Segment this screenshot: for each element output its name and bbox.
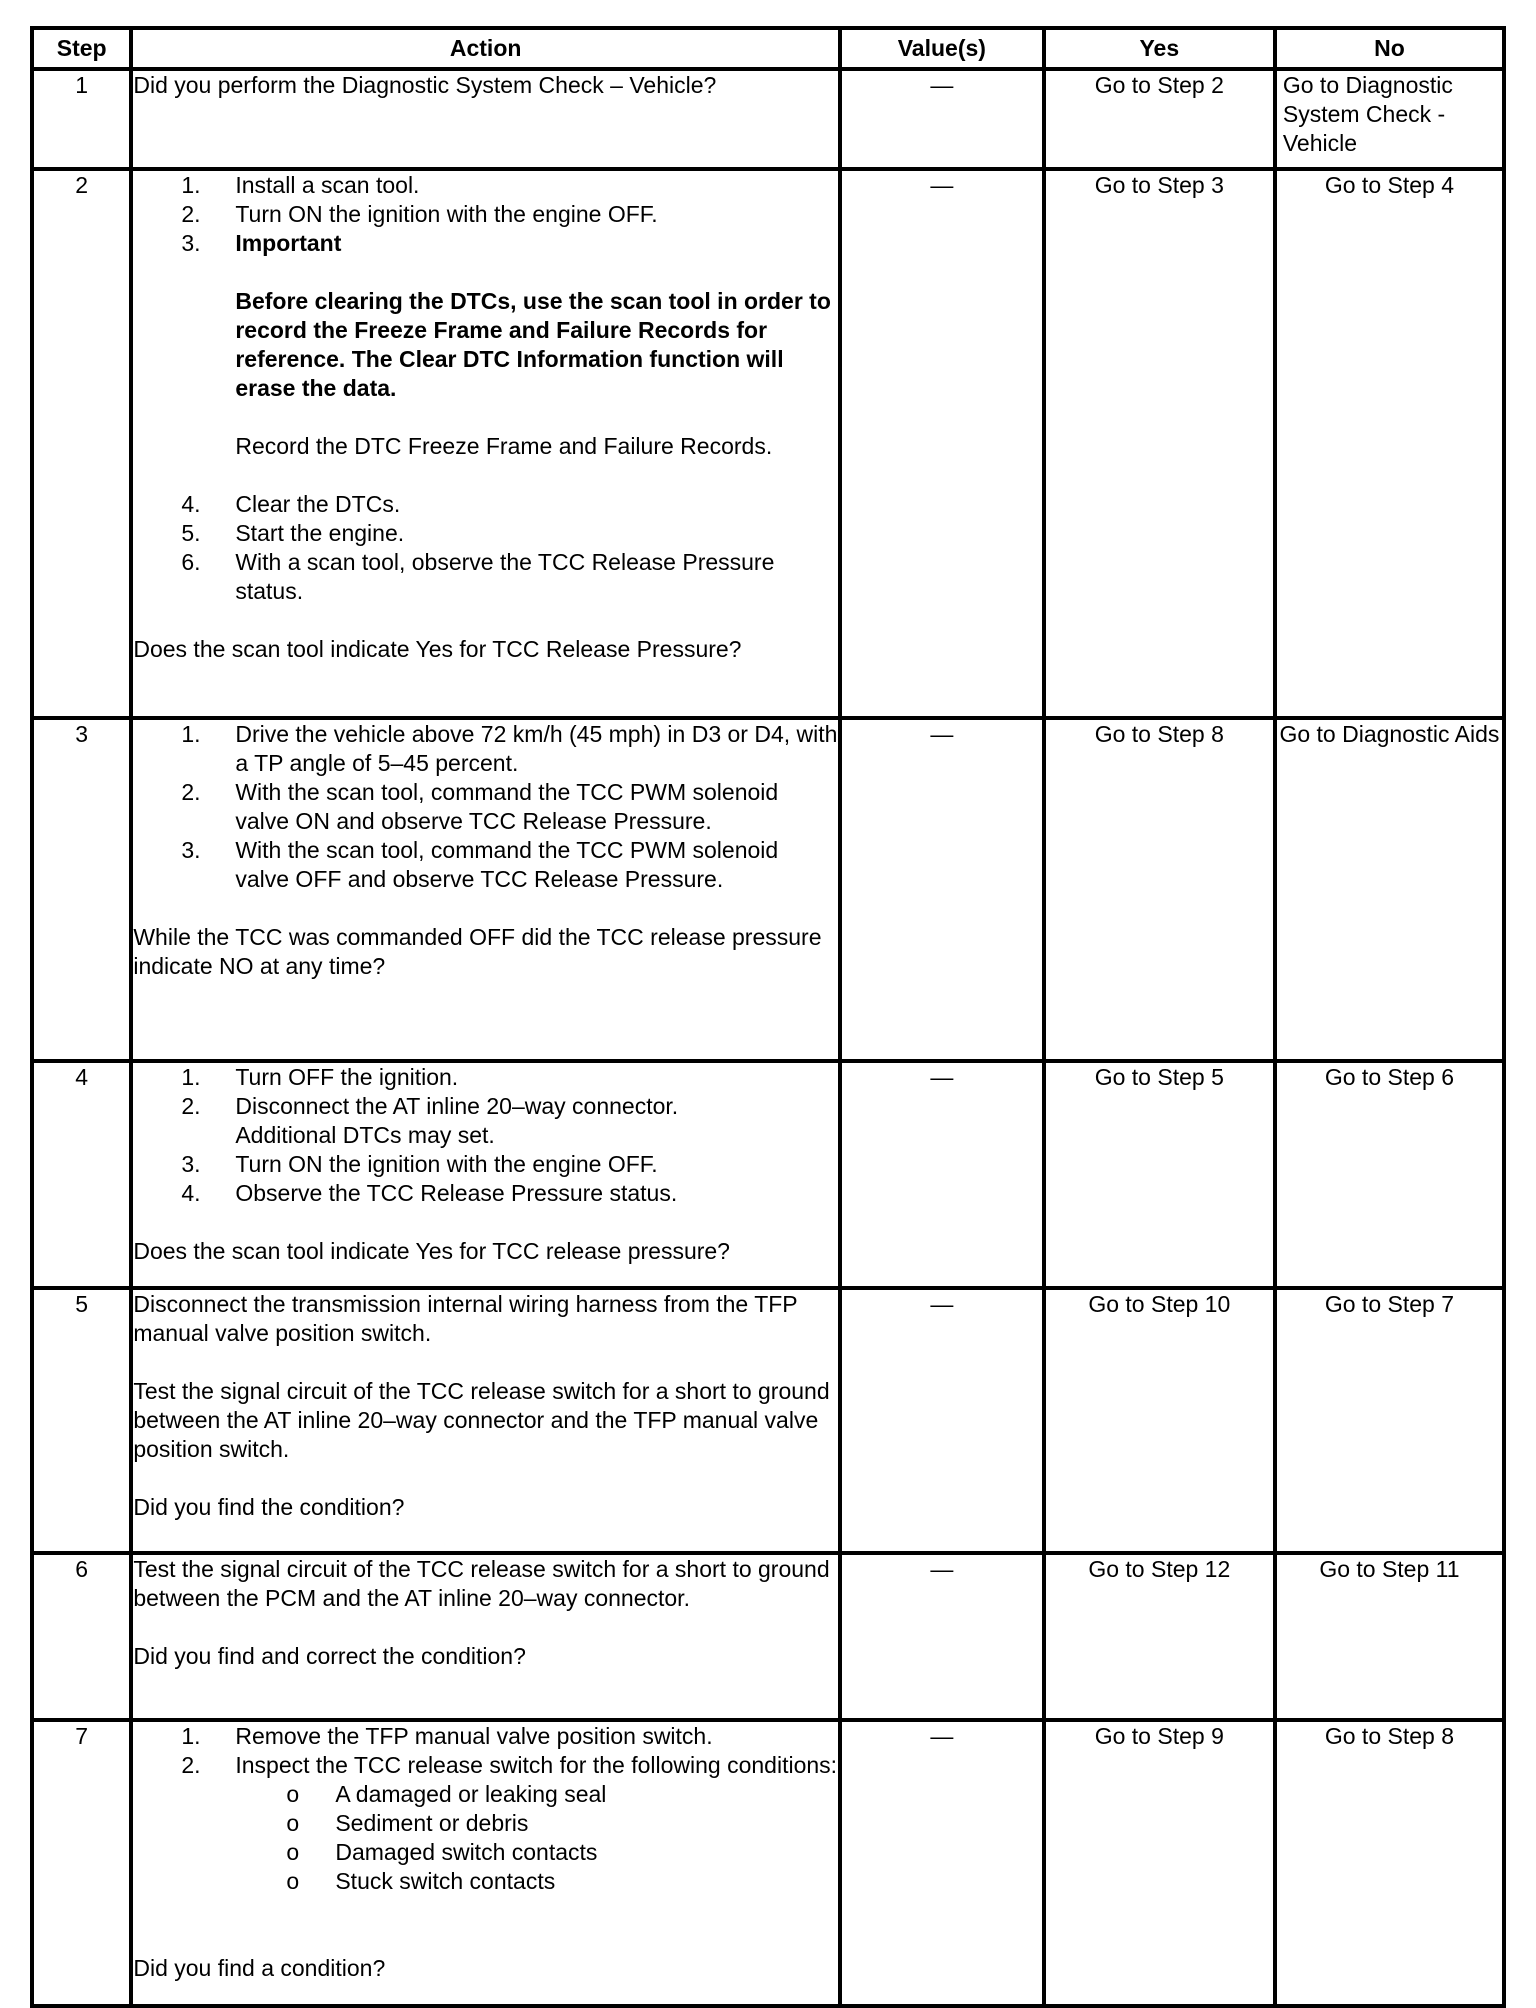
list-item: 2. With the scan tool, command the TCC PWM solenoid valve ON and observe TCC Release Pressure. [181,779,779,834]
record-text: Record the DTC Freeze Frame and Failure Records. [235,433,773,459]
list-item: 1. Drive the vehicle above 72 km/h (45 mph) in D3 or D4, with a TP angle of 5–45 percent. [181,721,838,776]
bullet-item: o Sediment or debris [286,1810,529,1836]
circle-bullet-icon: o [286,1810,300,1836]
circle-bullet-icon: o [286,1868,300,1894]
list-item: 1. Install a scan tool. [181,172,420,198]
no-cell: Go to Step 6 [1277,1063,1506,1290]
list-item: 6. With a scan tool, observe the TCC Release Pressure status. [181,549,775,604]
action-cell [133,1555,842,1722]
value-cell: — [842,171,1046,720]
list-item: 5. Start the engine. [181,520,405,546]
action-cell [133,1290,842,1555]
circle-bullet-icon: o [286,1839,300,1865]
list-item: 4. Observe the TCC Release Pressure status. [181,1180,678,1206]
bullet-list [133,1780,838,1896]
step-number: 3 [34,720,133,1063]
action-cell [133,1722,842,2008]
bullet-item: o A damaged or leaking seal [286,1781,607,1807]
question-text: Did you perform the Diagnostic System Check – Vehicle? [133,72,717,98]
important-note: Before clearing the DTCs, use the scan tool in order to record the Freeze Frame and Failure Records for reference. The Clear DTC Information function will erase the data. [235,288,831,401]
value-cell: — [842,1063,1046,1290]
numbered-list [133,1722,838,1780]
list-item: 3. Turn ON the ignition with the engine OFF. [181,1151,658,1177]
circle-bullet-icon: o [286,1781,300,1807]
no-cell: Go to Step 4 [1277,171,1506,720]
list-item: 3. Important [181,230,342,256]
numbered-list [133,171,838,606]
header-values: Value(s) [842,30,1046,71]
header-row [34,30,1506,71]
value-cell: — [842,1555,1046,1722]
header-step: Step [34,30,133,71]
list-item: 1. Remove the TFP manual valve position switch. [181,1723,713,1749]
list-item: 2. Disconnect the AT inline 20–way connector. [181,1093,679,1119]
numbered-list [133,720,838,894]
no-cell: Go to Diagnostic System Check - Vehicle [1277,71,1506,171]
action-paragraph: Disconnect the transmission internal wiring harness from the TFP manual valve position switch. [133,1291,798,1346]
yes-cell: Go to Step 3 [1046,171,1277,720]
step-number: 5 [34,1290,133,1555]
action-cell [133,1063,842,1290]
bullet-item: o Damaged switch contacts [286,1839,598,1865]
question-text: Did you find a condition? [133,1955,386,1981]
diagnostic-table [30,26,1506,2008]
table-row [34,71,1506,171]
list-item: 1. Turn OFF the ignition. [181,1064,459,1090]
table-row [34,1722,1506,2008]
list-item: 4. Clear the DTCs. [181,491,401,517]
list-item: 2. Inspect the TCC release switch for the following conditions: [181,1752,838,1778]
yes-cell: Go to Step 2 [1046,71,1277,171]
step-number: 4 [34,1063,133,1290]
table-row [34,1290,1506,1555]
question-text: Does the scan tool indicate Yes for TCC Release Pressure? [133,636,742,662]
question-text: Does the scan tool indicate Yes for TCC release pressure? [133,1238,730,1264]
action-cell [133,71,842,171]
action-paragraph: Test the signal circuit of the TCC release switch for a short to ground between the AT inline 20–way connector and the TFP manual valve position switch. [133,1378,830,1462]
step-number: 7 [34,1722,133,2008]
header-no: No [1277,30,1506,71]
question-text: Did you find and correct the condition? [133,1643,526,1669]
value-cell: — [842,1722,1046,2008]
question-text: Did you find the condition? [133,1494,405,1520]
yes-cell: Go to Step 5 [1046,1063,1277,1290]
yes-cell: Go to Step 8 [1046,720,1277,1063]
numbered-list [133,1063,838,1208]
yes-cell: Go to Step 9 [1046,1722,1277,2008]
bullet-item: o Stuck switch contacts [286,1868,556,1894]
no-cell: Go to Step 8 [1277,1722,1506,2008]
value-cell: — [842,1290,1046,1555]
action-cell [133,720,842,1063]
question-text: While the TCC was commanded OFF did the TCC release pressure indicate NO at any time? [133,924,822,979]
value-cell: — [842,71,1046,171]
list-item: 3. With the scan tool, command the TCC PWM solenoid valve OFF and observe TCC Release Pressure. [181,837,779,892]
value-cell: — [842,720,1046,1063]
table-row [34,171,1506,720]
action-cell [133,171,842,720]
no-cell: Go to Step 11 [1277,1555,1506,1722]
header-action: Action [133,30,842,71]
table-row [34,1063,1506,1290]
no-cell: Go to Diagnostic Aids [1277,720,1506,1063]
yes-cell: Go to Step 12 [1046,1555,1277,1722]
no-cell: Go to Step 7 [1277,1290,1506,1555]
table-row [34,1555,1506,1722]
list-item: 2. Turn ON the ignition with the engine OFF. [181,201,658,227]
step-number: 6 [34,1555,133,1722]
table-row [34,720,1506,1063]
step-number: 2 [34,171,133,720]
header-yes: Yes [1046,30,1277,71]
step-number: 1 [34,71,133,171]
yes-cell: Go to Step 10 [1046,1290,1277,1555]
sub-note: Additional DTCs may set. [235,1122,495,1148]
action-paragraph: Test the signal circuit of the TCC release switch for a short to ground between the PCM and the AT inline 20–way connector. [133,1556,830,1611]
